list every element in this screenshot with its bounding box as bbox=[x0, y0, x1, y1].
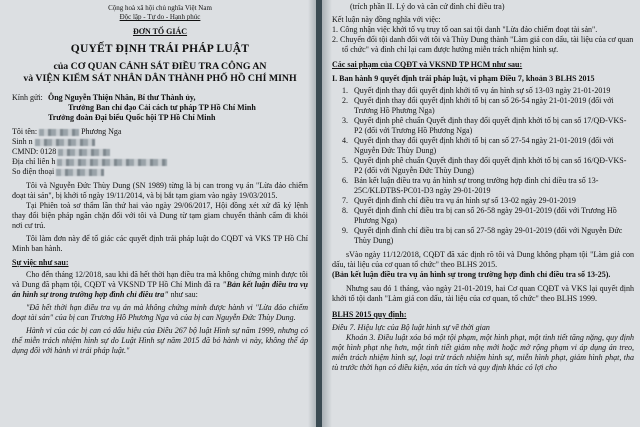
field-name-label: Tôi tên: bbox=[12, 127, 38, 136]
addressee-line1: của CƠ QUAN CẢNH SÁT ĐIỀU TRA CÔNG AN bbox=[53, 61, 267, 72]
decision-number: 4. bbox=[342, 136, 348, 145]
field-dob-label: Sinh n bbox=[12, 137, 33, 146]
conclusion-intro: Kết luận này đồng nghĩa với việc: bbox=[332, 15, 441, 24]
decision-list bbox=[332, 86, 634, 246]
field-id bbox=[12, 147, 308, 157]
right-page bbox=[322, 0, 640, 427]
field-id-label: CMND: 0128 bbox=[12, 147, 57, 156]
decision-text: Quyết định đình chỉ điều tra bị can số 26-58 ngày 29-01-2019 (đối với Trương Hồ Phương Nga) bbox=[354, 206, 617, 225]
decision-item bbox=[332, 206, 634, 226]
decision-number: 9. bbox=[342, 226, 348, 235]
kinh-gui-label: Kính gửi: bbox=[12, 93, 43, 102]
redacted-block bbox=[56, 169, 104, 176]
decision-text: Quyết định thay đổi quyết định khởi tố vụ án hình sự số 13-03 ngày 21-01-2019 bbox=[354, 86, 611, 95]
paragraph-4-bold: "Bản kết luận điều tra vụ án hình sự trong trường hợp đình chỉ điều tra" bbox=[12, 280, 308, 299]
decision-text: Bản kết luận điều tra vụ án hình sự trong trường hợp đình chỉ điều tra số 13-25C/KLĐTBS-PC01-D3 ngày 29-01-2019 bbox=[354, 176, 599, 195]
decision-text: Quyết định thay đổi quyết định khởi tố bị can số 27-54 ngày 21-01-2019 (đối với Nguyễn Đức Thùy Dung) bbox=[354, 136, 614, 155]
conclusion-item-2: 2. Chuyển đổi tội danh đối với tôi và Thùy Dung thành "Làm giả con dấu, tài liệu của cơ quan tổ chức" và đình chỉ lại cam được hưởng miễn trách nhiệm hình sự. bbox=[332, 35, 634, 54]
decision-item bbox=[332, 86, 634, 96]
decision-number: 7. bbox=[342, 196, 348, 205]
decision-item bbox=[332, 116, 634, 136]
paragraph-b: Nhưng sau đó 1 tháng, vào ngày 21-01-2019, hai Cơ quan CQĐT và VKS lại quyết định khởi tố tội danh "Làm giả con dấu, tài liệu của cơ quan, tổ chức" theo BLHS 1999. bbox=[332, 284, 634, 303]
field-name bbox=[12, 127, 308, 137]
national-header-line2: Độc lập - Tự do - Hạnh phúc bbox=[119, 13, 201, 21]
kinh-gui-block bbox=[12, 93, 308, 123]
recipient-line3: Trưởng đoàn Đại biểu Quốc hội TP Hồ Chí Minh bbox=[48, 113, 216, 122]
decision-text: Quyết định phê chuẩn Quyết định thay đổi quyết định khởi tố bị can số 16/QĐ-VKS-P2 (đối với Nguyễn Đức Thùy Dung) bbox=[354, 156, 627, 175]
decision-number: 1. bbox=[342, 86, 348, 95]
decision-item bbox=[332, 156, 634, 176]
paragraph-1: Tôi và Nguyễn Đức Thùy Dung (SN 1989) từng là bị can trong vụ án "Lừa đảo chiếm đoạt tài sản", bị khởi tố ngày 19/11/2014, và bị bắt tạm giam vào ngày 19/03/2015. bbox=[12, 181, 308, 200]
quote-2: Hành vi của các bị can có dấu hiệu của Điều 267 bộ luật Hình sự năm 1999, nhưng có thể miễn trách nhiệm hình sự do Luật Hình sự năm 2015 đã bỏ hành vi này, không thể áp dụng đối với hành vi trái pháp luật." bbox=[12, 326, 308, 355]
decision-text: Quyết định phê chuẩn Quyết định thay đổi quyết định khởi tố bị can số 17/QĐ-VKS-P2 (đối với Trương Hồ Phương Nga) bbox=[354, 116, 627, 135]
left-page bbox=[0, 0, 316, 427]
paragraph-2: Tại Phiên toà sơ thẩm lần thứ hai vào ngày 29/06/2017, Hội đồng xét xử đã ký lệnh thay đổi biện pháp ngăn chặn đối với tôi và Dung từ tạm giam chuyển thành cấm đi khỏi nơi cư trú. bbox=[12, 201, 308, 230]
article-7: Điều 7. Hiệu lực của Bộ luật hình sự về thời gian bbox=[332, 323, 490, 332]
section-title: Sự việc như sau: bbox=[12, 258, 69, 267]
redacted-block bbox=[39, 129, 79, 136]
clause-3: Khoản 3. Điều luật xóa bỏ một tội phạm, một hình phạt, một tình tiết tăng nặng, quy định một hình phạt nhẹ hơn, một tình tiết giảm nhẹ mới hoặc mở rộng phạm vi áp dụng án treo, miễn trách nhiệm hình sự, loại trừ trách nhiệm hình sự, miễn hình phạt, giảm hình phạt, tha tù trước thời hạn có điều kiện, xóa án tích và quy định khác có lợi cho bbox=[332, 333, 634, 372]
decision-number: 5. bbox=[342, 156, 348, 165]
field-address bbox=[12, 157, 308, 167]
quote-1: "Đã hết thời hạn điều tra vụ án mà không chứng minh được hành vi "Lừa đảo chiếm đoạt tài sản" của bị can Trương Hồ Phương Nga và của bị can Nguyễn Đức Thùy Dung. bbox=[12, 303, 308, 322]
violation-item-1: I. Ban hành 9 quyết định trái pháp luật, vi phạm Điều 7, khoản 3 BLHS 2015 bbox=[332, 74, 595, 83]
blhs-title: BLHS 2015 quy định: bbox=[332, 310, 407, 319]
national-header-line1: Cộng hoà xã hội chủ nghĩa Việt Nam bbox=[108, 4, 212, 12]
paragraph-4-text: Cho đến tháng 12/2018, sau khi đã hết thời hạn điều tra mà không chứng minh được tôi và Dung đã phạm tội, CQĐT và VKSND TP Hồ Chí Minh đã ra bbox=[12, 270, 308, 289]
excerpt-note: (trích phần II. Lý do và căn cứ đình chỉ điều tra) bbox=[350, 2, 505, 11]
recipient-line2: Trưởng Ban chỉ đạo Cải cách tư pháp TP Hồ Chí Minh bbox=[68, 103, 256, 112]
field-dob bbox=[12, 137, 308, 147]
recipient-line1: Ông Nguyễn Thiện Nhân, Bí thư Thành ủy, bbox=[48, 93, 196, 102]
decision-item bbox=[332, 136, 634, 156]
paragraph-3: Tôi làm đơn này để tố giác các quyết định trái pháp luật do CQĐT và VKS TP Hồ Chí Minh ban hành. bbox=[12, 234, 308, 253]
decision-text: Quyết định thay đổi quyết định khởi tố bị can số 26-54 ngày 21-01-2019 (đối với Trương Hồ Phương Nga) bbox=[354, 96, 614, 115]
decision-item bbox=[332, 176, 634, 196]
decision-item bbox=[332, 196, 634, 206]
form-title: ĐƠN TỐ GIÁC bbox=[132, 27, 188, 36]
field-name-value: Phương Nga bbox=[81, 127, 122, 136]
field-phone-label: So điện thoại bbox=[12, 167, 55, 176]
redacted-block bbox=[35, 139, 95, 146]
decision-number: 6. bbox=[342, 176, 348, 185]
personal-info-block bbox=[12, 127, 308, 177]
decision-text: Quyết định đình chỉ điều tra vụ án hình sự số 13-02 ngày 29-01-2019 bbox=[354, 196, 576, 205]
decision-text: Quyết định đình chỉ điều tra bị can số 27-58 ngày 29-01-2019 (đối với Nguyễn Đức Thùy Dung) bbox=[354, 226, 623, 245]
violations-title: Các sai phạm của CQĐT và VKSND TP HCM như sau: bbox=[332, 60, 523, 69]
decision-number: 3. bbox=[342, 116, 348, 125]
addressee-line2: và VIỆN KIỂM SÁT NHÂN DÂN THÀNH PHỐ HỒ CHÍ MINH bbox=[23, 73, 297, 84]
decision-item bbox=[332, 96, 634, 116]
decision-number: 8. bbox=[342, 206, 348, 215]
decision-item bbox=[332, 226, 634, 246]
paragraph-a: sVào ngày 11/12/2018, CQĐT đã xác định rõ tôi và Dung không phạm tội "Làm giả con dấu, tài liệu của cơ quan tổ chức" theo BLHS 2015. bbox=[332, 250, 634, 269]
conclusion-item-1: 1. Công nhận việc khởi tố vụ truy tố oan sai tội danh "Lừa đảo chiếm đoạt tài sản". bbox=[332, 25, 598, 34]
redacted-block bbox=[58, 149, 110, 156]
paragraph-4 bbox=[12, 270, 308, 300]
redacted-block bbox=[57, 159, 167, 166]
paragraph-a-bold: (Bản kết luận điều tra vụ án hình sự trong trường hợp đình chỉ điều tra số 13-25). bbox=[332, 270, 611, 279]
paragraph-4-tail: như sau: bbox=[168, 290, 198, 299]
decision-number: 2. bbox=[342, 96, 348, 105]
main-title: QUYẾT ĐỊNH TRÁI PHÁP LUẬT bbox=[70, 43, 250, 55]
field-address-label: Địa chỉ liên h bbox=[12, 157, 56, 166]
field-phone bbox=[12, 167, 308, 177]
